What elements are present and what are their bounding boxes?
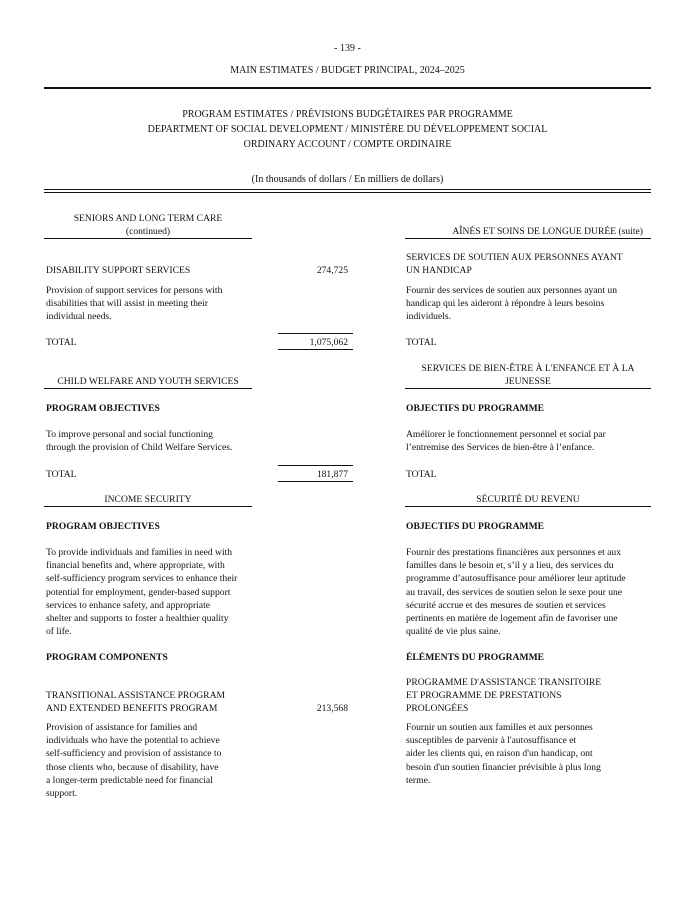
desc-line: susceptibles de parvenir à l'autosuffisance et — [406, 735, 577, 747]
seniors-title-en: SENIORS AND LONG TERM CARE — [73, 213, 223, 224]
transitional-item-fr-2: ET PROGRAMME DE PRESTATIONS — [406, 690, 562, 701]
desc-line: shelter and supports to foster a healthier quality — [46, 613, 229, 625]
seniors-total-rule-bottom — [278, 349, 353, 350]
desc-line: support. — [46, 788, 78, 800]
child-welfare-total-rule-bottom — [278, 481, 353, 482]
disability-desc-fr — [406, 284, 617, 324]
desc-line: To improve personal and social functioning — [46, 429, 213, 440]
desc-line: financial benefits and, where appropriate, with — [46, 560, 225, 572]
desc-line: self-sufficiency and provision of assistance to — [46, 748, 222, 760]
income-security-desc-fr — [406, 546, 626, 638]
desc-line: Fournir des services de soutien aux personnes ayant un — [406, 285, 618, 296]
desc-line: pertinents en matière de logement afin de favoriser une — [406, 613, 618, 625]
desc-line: handicap qui les aideront à répondre à leurs besoins — [406, 298, 605, 310]
heading-line-2: DEPARTMENT OF SOCIAL DEVELOPMENT / MINISTÈRE DU DÉVELOPPEMENT SOCIAL — [147, 124, 548, 135]
child-welfare-objectives-en: PROGRAM OBJECTIVES — [46, 403, 160, 414]
seniors-total-label-fr: TOTAL — [406, 337, 437, 348]
disability-item-amount: 274,725 — [316, 265, 348, 276]
desc-line: disabilities that will assist in meeting their — [46, 298, 209, 310]
desc-line: Provision of assistance for families and — [46, 722, 198, 733]
child-welfare-objectives-fr: OBJECTIFS DU PROGRAMME — [406, 403, 545, 414]
desc-line: Fournir un soutien aux familles et aux personnes — [406, 722, 593, 733]
desc-line: qualité de vie plus saine. — [406, 626, 501, 638]
desc-line: To provide individuals and families in need with — [46, 547, 233, 558]
units-rule-bottom — [44, 192, 651, 193]
desc-line: of life. — [46, 626, 72, 638]
units-rule-top — [44, 189, 651, 190]
child-welfare-total-amount: 181,877 — [316, 469, 348, 480]
transitional-item-en-2: AND EXTENDED BENEFITS PROGRAM — [46, 703, 218, 714]
desc-line: individual needs. — [46, 311, 112, 323]
desc-line: a longer-term predictable need for financial — [46, 774, 213, 786]
desc-line: besoin d'un soutien financier prévisible à plus long — [406, 761, 601, 773]
transitional-desc-en — [46, 721, 221, 800]
child-welfare-total-label-fr: TOTAL — [406, 469, 437, 480]
transitional-item-en-1: TRANSITIONAL ASSISTANCE PROGRAM — [46, 690, 226, 701]
disability-item-fr-1: SERVICES DE SOUTIEN AUX PERSONNES AYANT — [406, 252, 623, 263]
income-security-desc-en — [46, 546, 237, 638]
child-welfare-title-fr-2: JEUNESSE — [405, 375, 651, 389]
seniors-total-amount: 1,075,062 — [309, 337, 348, 348]
transitional-item-fr-1: PROGRAMME D'ASSISTANCE TRANSITOIRE — [406, 677, 602, 688]
desc-line: those clients who, because of disability, have — [46, 761, 219, 773]
child-welfare-desc-fr — [406, 428, 606, 454]
desc-line: Provision of support services for persons with — [46, 285, 223, 296]
child-welfare-total-label-en: TOTAL — [46, 469, 77, 480]
transitional-item-amount: 213,568 — [316, 703, 348, 714]
seniors-title-fr: AÎNÉS ET SOINS DE LONGUE DURÉE (suite) — [405, 225, 651, 239]
desc-line: Améliorer le fonctionnement personnel et social par — [406, 429, 606, 440]
child-welfare-title-fr-1: SERVICES DE BIEN-ÊTRE À L'ENFANCE ET À LA — [421, 363, 635, 374]
transitional-item-fr-3: PROLONGÉES — [406, 703, 469, 714]
seniors-title-en-continued: (continued) — [44, 225, 252, 239]
seniors-total-label-en: TOTAL — [46, 337, 77, 348]
desc-line: familles dans le besoin et, s’il y a lieu, des services du — [406, 560, 614, 572]
child-welfare-total-rule — [278, 465, 353, 466]
disability-item-en: DISABILITY SUPPORT SERVICES — [46, 265, 191, 276]
desc-line: services to enhance safety, and appropriate — [46, 599, 210, 611]
desc-line: programme d’autosuffisance pour améliorer leur aptitude — [406, 573, 626, 585]
transitional-desc-fr — [406, 721, 601, 787]
heading-line-3: ORDINARY ACCOUNT / COMPTE ORDINAIRE — [243, 139, 452, 150]
desc-line: individuals who have the potential to achieve — [46, 735, 220, 747]
income-security-title-en: INCOME SECURITY — [44, 493, 252, 507]
desc-line: through the provision of Child Welfare Services. — [46, 442, 233, 454]
heading-line-1: PROGRAM ESTIMATES / PRÉVISIONS BUDGÉTAIRES PAR PROGRAMME — [182, 109, 513, 120]
income-security-components-en: PROGRAM COMPONENTS — [46, 652, 168, 663]
running-header: MAIN ESTIMATES / BUDGET PRINCIPAL, 2024–2025 — [230, 65, 465, 76]
desc-line: self-sufficiency program services to enhance their — [46, 573, 238, 585]
page-number: - 139 - — [334, 43, 361, 54]
header-rule — [44, 87, 651, 89]
seniors-total-rule — [278, 333, 353, 334]
desc-line: sécurité accrue et des mesures de soutien et services — [406, 599, 606, 611]
income-security-title-fr: SÉCURITÉ DU REVENU — [405, 493, 651, 507]
income-security-objectives-fr: OBJECTIFS DU PROGRAMME — [406, 521, 545, 532]
units-note: (In thousands of dollars / En milliers de dollars) — [251, 174, 444, 185]
desc-line: potential for employment, gender-based support — [46, 586, 231, 598]
desc-line: l’entremise des Services de bien-être à l’enfance. — [406, 442, 595, 454]
desc-line: Fournir des prestations financières aux personnes et aux — [406, 547, 621, 558]
desc-line: individuels. — [406, 311, 452, 323]
desc-line: aider les clients qui, en raison d'un handicap, ont — [406, 748, 593, 760]
child-welfare-desc-en — [46, 428, 232, 454]
child-welfare-title-en: CHILD WELFARE AND YOUTH SERVICES — [44, 375, 252, 389]
disability-item-fr-2: UN HANDICAP — [406, 265, 472, 276]
income-security-components-fr: ÉLÉMENTS DU PROGRAMME — [406, 652, 545, 663]
desc-line: terme. — [406, 774, 431, 786]
desc-line: au travail, des services de soutien selon le sexe pour une — [406, 586, 623, 598]
disability-desc-en — [46, 284, 222, 324]
income-security-objectives-en: PROGRAM OBJECTIVES — [46, 521, 160, 532]
